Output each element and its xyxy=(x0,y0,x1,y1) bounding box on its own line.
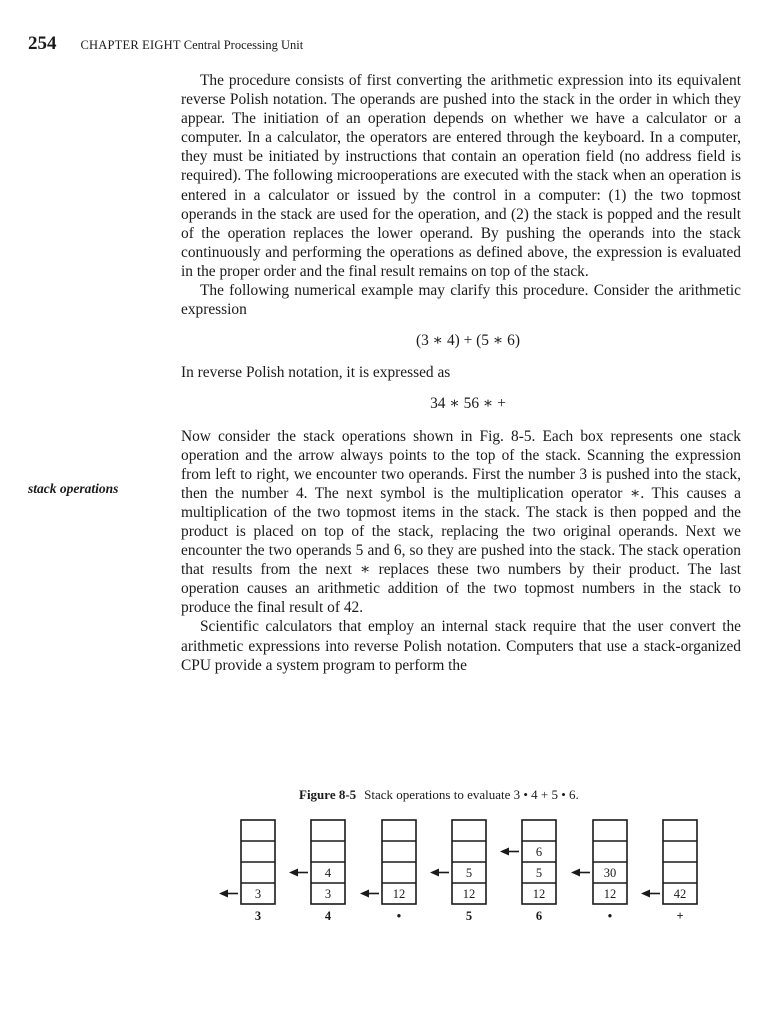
paragraph-procedure: The procedure consists of first converting the arithmetic expression into its equivalent reverse Polish notation. The operands are pushed into the stack in the order in which they appear. The initiation of an operation depends on whether we have a calculator or a computer. In a calculator, the operators are entered through the keyboard. In a computer, they must be initiated by instructions that contain an operation field (no address field is required). The following microoperations are executed with the stack when an operation is entered in a calculator or issued by the control in a computer: (1) the two topmost operands in the stack are used for the operation, and (2) the stack is popped and the result of the operation replaces the lower operand. By pushing the operands into the stack continuously and performing the operations as defined above, the expression is evaluated in the proper order and the final result remains on top of the stack. xyxy=(181,72,741,280)
stack-cell-value: 12 xyxy=(462,887,476,901)
stack-cell-value: 12 xyxy=(532,887,546,901)
stack-input-symbol: + xyxy=(676,909,684,923)
paragraph-rpn-intro: In reverse Polish notation, it is expressed as xyxy=(181,364,451,382)
page-number: 254 xyxy=(28,33,57,54)
stack-input-symbol: • xyxy=(607,909,613,923)
margin-note: stack operations xyxy=(28,481,119,496)
chapter-label: CHAPTER EIGHT xyxy=(80,38,181,52)
paragraph-stack-operations: Now consider the stack operations shown in Fig. 8-5. Each box represents one stack operation and the arrow always points to the top of the stack. Scanning the expression from left to right, we encounter two operands. First the number 3 is pushed into the stack, then the number 4. The next symbol is the multiplication operator ∗. This causes a multiplication of the two topmost items in the stack. The stack is then popped and the product is placed on top of the stack, replacing the two original operands. Next we encounter the two operands 5 and 6, so they are pushed into the stack. The stack operation that results from the next ∗ replaces these two numbers by their product. The last operation causes an arithmetic addition of the two topmost numbers in the stack to produce the final result of 42. xyxy=(181,427,741,617)
stack-cell-value: 3 xyxy=(324,887,332,901)
stack-cell-value: 30 xyxy=(603,866,617,880)
figure-caption-text: Stack operations to evaluate 3 • 4 + 5 • 6. xyxy=(364,787,579,802)
stack-input-symbol: 6 xyxy=(535,909,543,923)
stack-cell-value: 4 xyxy=(324,866,332,880)
formula-rpn: 34 ∗ 56 ∗ + xyxy=(430,395,506,413)
stack-cell-value: 5 xyxy=(535,866,543,880)
stack-cell-value: 12 xyxy=(603,887,617,901)
figure-label: Figure 8-5 xyxy=(299,787,357,802)
paragraph-calculators: Scientific calculators that employ an internal stack require that the user convert the arithmetic expressions into reverse Polish notation. Computers that use a stack-organized CPU provide a system program to perform the xyxy=(181,618,741,674)
stack-input-symbol: 4 xyxy=(324,909,332,923)
top-pointer-arrowhead xyxy=(641,890,650,898)
stack-cell-value: 12 xyxy=(392,887,406,901)
stack-input-symbol: • xyxy=(396,909,402,923)
paragraph-example-intro: The following numerical example may clarify this procedure. Consider the arithmetic expression xyxy=(181,282,741,319)
stack-input-symbol: 3 xyxy=(254,909,262,923)
top-pointer-arrowhead xyxy=(430,869,439,877)
stack-cell-value: 6 xyxy=(535,845,543,859)
stack-cell-value: 3 xyxy=(254,887,262,901)
top-pointer-arrowhead xyxy=(289,869,298,877)
stack-cell-value: 5 xyxy=(465,866,473,880)
top-pointer-arrowhead xyxy=(219,890,228,898)
top-pointer-arrowhead xyxy=(500,848,509,856)
chapter-title: Central Processing Unit xyxy=(183,38,304,52)
stack-cell-value: 42 xyxy=(673,887,687,901)
formula-infix: (3 ∗ 4) + (5 ∗ 6) xyxy=(416,332,520,350)
top-pointer-arrowhead xyxy=(571,869,580,877)
top-pointer-arrowhead xyxy=(360,890,369,898)
stack-input-symbol: 5 xyxy=(465,909,473,923)
